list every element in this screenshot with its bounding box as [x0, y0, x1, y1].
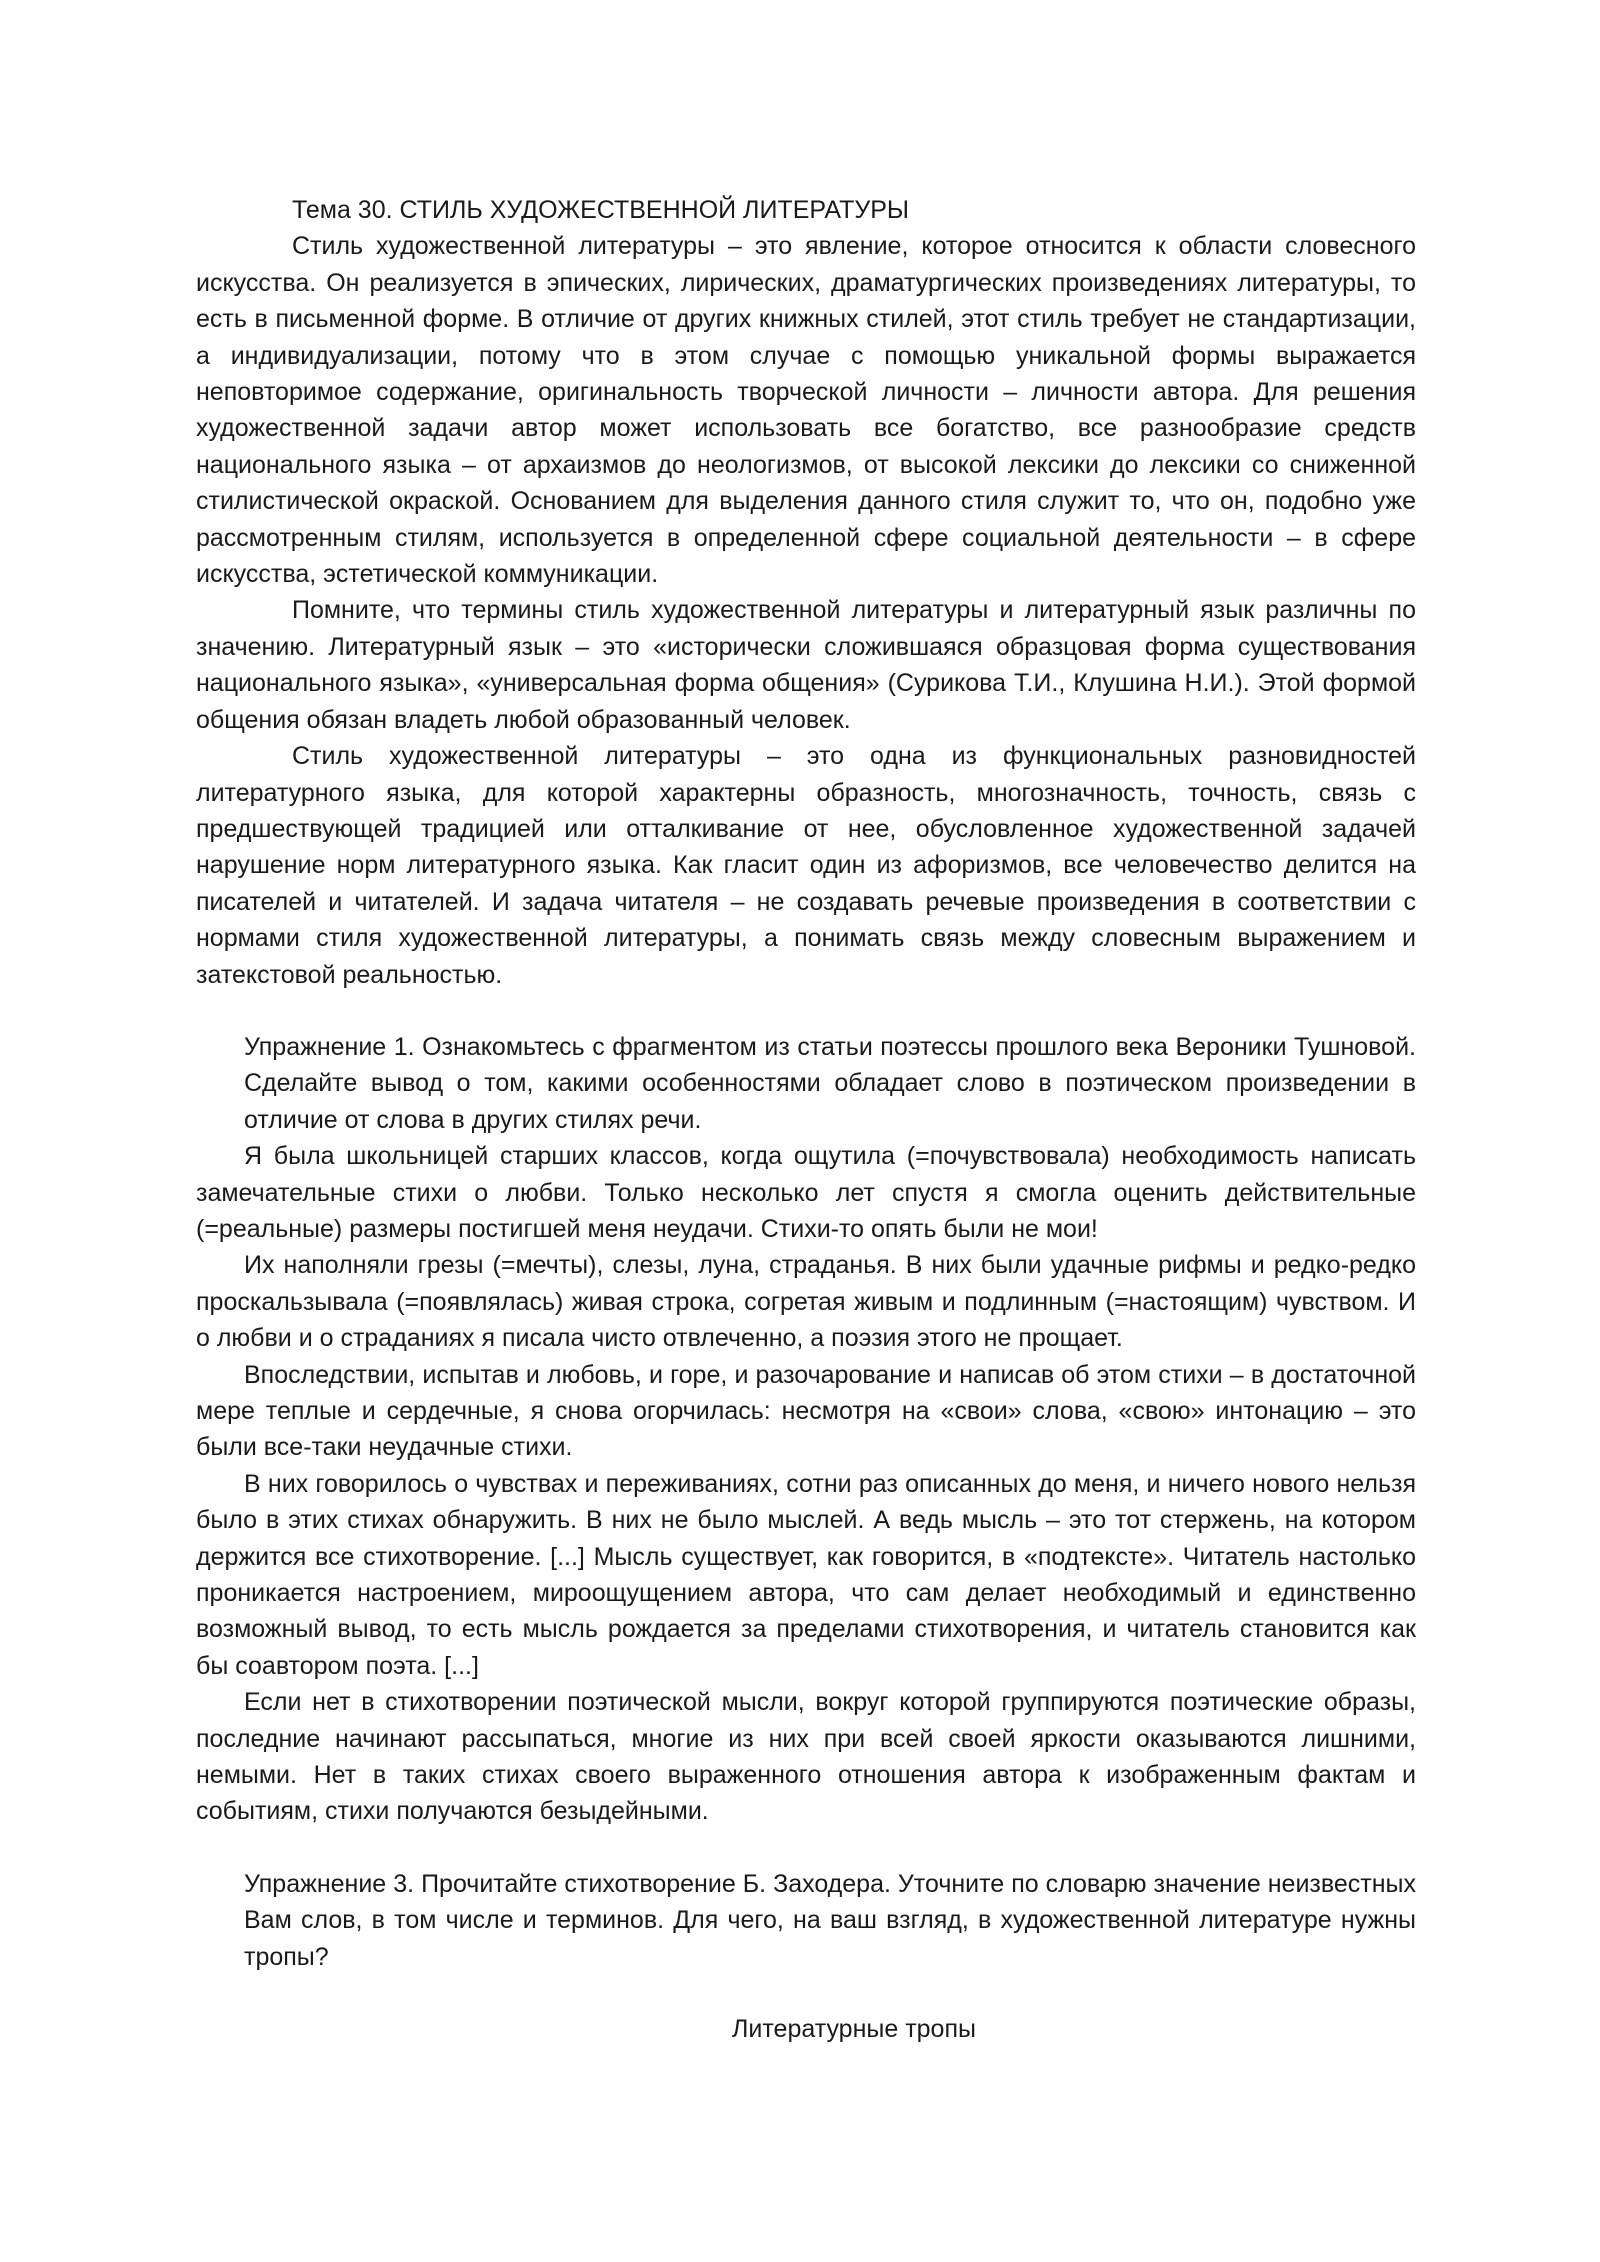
exercise-1-text-paragraph: Если нет в стихотворении поэтической мысли, вокруг которой группируются поэтические образы, последние начинают рассыпаться, многие из них при всей своей яркости оказываются лишними, немыми. Нет в таких стихах своего выраженного отношения автора к изображенным фактам и событиям, стихи получаются безыдейными. — [196, 1688, 1416, 1826]
exercise-3-task: Упражнение 3. Прочитайте стихотворение Б. Заходера. Уточните по словарю значение неизвестных Вам слов, в том числе и терминов. Для чего, на ваш взгляд, в художественной литературе нужны тропы? — [244, 1869, 1416, 1971]
exercise-1-text-paragraph: В них говорилось о чувствах и переживаниях, сотни раз описанных до меня, и ничего нового нельзя было в этих стихах обнаружить. В них не было мыслей. А ведь мысль – это тот стержень, на котором держится все стихотворение. [...] Мысль существует, как говорится, в «подтексте». Читатель настолько проникается настроением, мироощущением автора, что сам делает необходимый и единственно возможный вывод, то есть мысль рождается за пределами стихотворения, и читатель становится как бы соавтором поэта. [...] — [196, 1469, 1416, 1680]
intro-paragraph-2: Помните, что термины стиль художественной литературы и литературный язык различны по значению. Литературный язык – это «исторически сложившаяся образцовая форма существования национального языка», «универсальная форма общения» (Сурикова Т.И., Клушина Н.И.). Этой формой общения обязан владеть любой образованный человек. — [196, 596, 1416, 734]
exercise-1-text-paragraph: Их наполняли грезы (=мечты), слезы, луна, страданья. В них были удачные рифмы и редко-редко проскальзывала (=появлялась) живая строка, согретая живым и подлинным (=настоящим) чувством. И о любви и о страданиях я писала чисто отвлеченно, а поэзия этого не прощает. — [196, 1251, 1416, 1353]
spacer — [196, 1830, 1416, 1866]
poem-title: Литературные тропы — [732, 2015, 976, 2044]
exercise-1-text-paragraph: Впоследствии, испытав и любовь, и горе, и разочарование и написав об этом стихи – в достаточной мере теплые и сердечные, я снова огорчилась: несмотря на «свои» слова, «свою» интонацию – это были все-таки неудачные стихи. — [196, 1360, 1416, 1462]
intro-paragraph-1: Стиль художественной литературы – это явление, которое относится к области словесного искусства. Он реализуется в эпических, лирических, драматургических произведениях литературы, то есть в письменной форме. В отличие от других книжных стилей, этот стиль требует не стандартизации, а индивидуализации, потому что в этом случае с помощью уникальной формы выражается неповторимое содержание, оригинальность творческой личности – личности автора. Для решения художественной задачи автор может использовать все богатство, все разнообразие средств национального языка – от архаизмов до неологизмов, от высокой лексики до лексики со сниженной стилистической окраской. Основанием для выделения данного стиля служит то, что он, подобно уже рассмотренным стилям, используется в определенной сфере социальной деятельности – в сфере искусства, эстетической коммуникации. — [196, 232, 1416, 589]
exercise-1-task: Упражнение 1. Ознакомьтесь с фрагментом из статьи поэтессы прошлого века Вероники Тушновой. Сделайте вывод о том, какими особенностями обладает слово в поэтическом произведении в отличие от слова в других стилях речи. — [244, 1032, 1416, 1134]
document-title: Тема 30. СТИЛЬ ХУДОЖЕСТВЕННОЙ ЛИТЕРАТУРЫ — [292, 196, 910, 224]
document-body — [196, 192, 1416, 2048]
spacer — [196, 1975, 1416, 2011]
spacer — [196, 993, 1416, 1029]
exercise-1-text-paragraph: Я была школьницей старших классов, когда ощутила (=почувствовала) необходимость написать замечательные стихи о любви. Только несколько лет спустя я смогла оценить действительные (=реальные) размеры постигшей меня неудачи. Стихи-то опять были не мои! — [196, 1142, 1416, 1243]
intro-paragraph-3: Стиль художественной литературы – это одна из функциональных разновидностей литературного языка, для которой характерны образность, многозначность, точность, связь с предшествующей традицией или отталкивание от нее, обусловленное художественной задачей нарушение норм литературного языка. Как гласит один из афоризмов, все человечество делится на писателей и читателей. И задача читателя – не создавать речевые произведения в соответствии с нормами стиля художественной литературы, а понимать связь между словесным выражением и затекстовой реальностью. — [196, 742, 1416, 989]
